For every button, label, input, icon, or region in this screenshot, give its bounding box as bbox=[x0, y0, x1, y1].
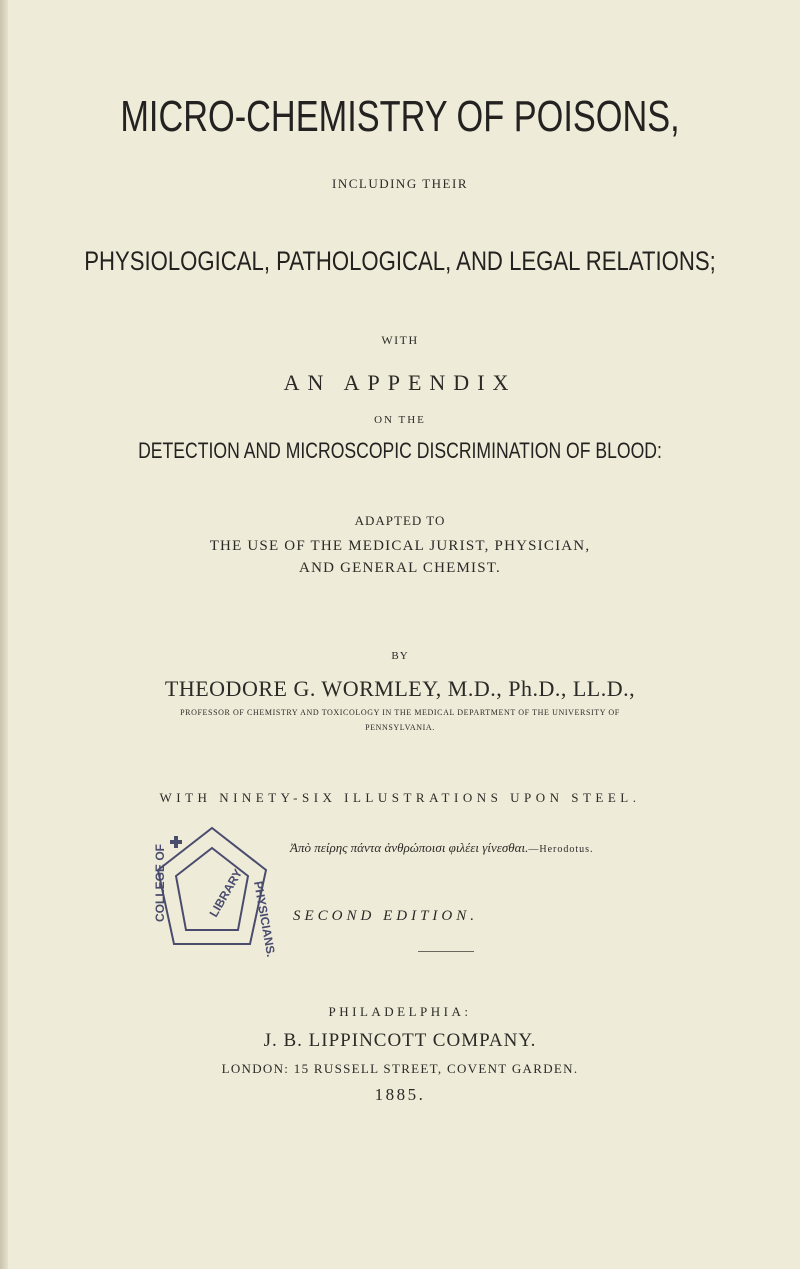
svg-text:LIBRARY: LIBRARY bbox=[206, 866, 246, 920]
subtitle-including: INCLUDING THEIR bbox=[332, 176, 468, 191]
epigraph bbox=[290, 840, 594, 856]
svg-text:COLLEGE OF: COLLEGE OF bbox=[153, 844, 167, 922]
with-label: WITH bbox=[381, 333, 419, 347]
library-stamp-graphic bbox=[150, 822, 279, 959]
svg-text:PHYSICIANS.: PHYSICIANS. bbox=[251, 880, 279, 959]
on-the-label: ON THE bbox=[374, 414, 426, 426]
author-affiliation-1: PROFESSOR OF CHEMISTRY AND TOXICOLOGY IN THE MEDICAL DEPARTMENT OF THE UNIVERSITY OF bbox=[180, 708, 620, 717]
book-title: MICRO-CHEMISTRY OF POISONS, bbox=[120, 92, 680, 141]
appendix-heading: AN APPENDIX bbox=[283, 370, 517, 395]
publication-place: PHILADELPHIA: bbox=[328, 1004, 472, 1019]
library-stamp-icon bbox=[150, 822, 279, 959]
epigraph-text: Ἀπὸ πείρης πάντα ἀνθρώποισι φιλέει γίνεσθαι. bbox=[290, 840, 529, 855]
london-address: LONDON: 15 RUSSELL STREET, COVENT GARDEN. bbox=[221, 1061, 579, 1076]
audience-line-2: AND GENERAL CHEMIST. bbox=[299, 560, 501, 576]
divider-rule bbox=[418, 951, 474, 952]
publication-year: 1885. bbox=[374, 1085, 426, 1104]
by-label: BY bbox=[391, 650, 409, 662]
adapted-to-label: ADAPTED TO bbox=[354, 513, 446, 528]
epigraph-attribution: —Herodotus. bbox=[528, 844, 594, 855]
audience-line-1: THE USE OF THE MEDICAL JURIST, PHYSICIAN, bbox=[209, 538, 591, 554]
edition-label: SECOND EDITION. bbox=[293, 908, 479, 924]
appendix-subject: DETECTION AND MICROSCOPIC DISCRIMINATION OF BLOOD: bbox=[138, 438, 662, 463]
publisher-name: J. B. LIPPINCOTT COMPANY. bbox=[263, 1030, 537, 1051]
illustrations-note: WITH NINETY-SIX ILLUSTRATIONS UPON STEEL. bbox=[159, 790, 641, 805]
author-name: THEODORE G. WORMLEY, M.D., Ph.D., LL.D., bbox=[164, 676, 636, 701]
subtitle-relations: PHYSIOLOGICAL, PATHOLOGICAL, AND LEGAL RELATIONS; bbox=[84, 246, 716, 276]
author-affiliation-2: PENNSYLVANIA. bbox=[365, 723, 435, 732]
